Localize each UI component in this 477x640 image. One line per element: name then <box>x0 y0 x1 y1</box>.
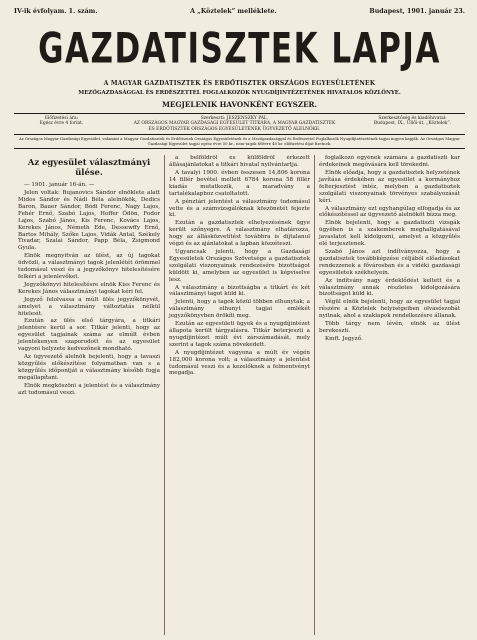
column-1 <box>14 155 164 635</box>
article-paragraph: foglalkozó egyének számára a gazdatiszti kar érdekeinek megóvására kell törekedni. <box>319 155 460 169</box>
issue-date: Budapest, 1901. január 23. <box>369 7 465 15</box>
article-paragraph: A pénztári jelentést a választmány tudomásul vette és a számvizsgálóknak köszönetét fejezte ki. <box>169 198 310 219</box>
article-paragraph: — 1901. január 16-án. — <box>24 182 95 189</box>
subtitle-1: A MAGYAR GAZDATISZTEK ÉS ERDŐTISZTEK ORSZÁGOS EGYESÜLETÉNEK <box>103 80 376 87</box>
article-paragraph: Kmft. Jegyző. <box>325 335 363 342</box>
article-paragraph: Ezután az ülés első tárgyára, a titkári jelentésre kerül a sor. Titkár jelenti, hogy az egyesület tagjainak száma az elmúlt évben jelentékenyen szaporodott és az egyesület vagyoni helyzete kedvezőnek mondható. <box>18 318 160 353</box>
office-address: Budapest, IX., Üllői-út, „Köztelek”. <box>373 121 452 127</box>
subscription-price: Egész évre 4 forint. <box>39 121 84 127</box>
editor-title-2: ÉS ERDŐTISZTEK ORSZÁGOS EGYESÜLETÉNEK ÜGYVEZETŐ ALELNÖKE. <box>148 126 321 132</box>
article-paragraph: Elnök bejelenti, hogy a gazdatiszti vizsgák ügyében is a szakemberek meghallgatásával javaslatot kell kidolgozni, amelyet a közgyűlés elé terjesztenek. <box>319 220 460 248</box>
office-label: Szerkesztőség és kiadóhivatal: <box>378 116 447 121</box>
subscription-info <box>14 116 109 132</box>
subtitle-3: MEGJELENIK HAVONKÉNT EGYSZER. <box>161 100 318 109</box>
article-paragraph: Jelen voltak: Bujanovics Sándor elnöklete alatt Midos Sándor és Nádi Béla alelnökök, Dedics Baron, Bauer Sándor, Bódi Ferenc, Nagy Lajos, Fehér Ernő, Szabó Lajos, Hoffer Ödön, Fodor Lajos, Szabó János, Kis Ferenc, Kovács Lajos, Kerekes János, Németh Ede, Dessewffy Ernő, Bartos Mihály, Szőke Lajos, Vidák Antal, Székely Tivadar, Szalai Sándor, Papp Béla, Zsigmond Gyula. <box>18 190 160 252</box>
info-bar <box>14 113 465 135</box>
membership-notice: Az Országos Magyar Gazdasági Egyesület, valamint a Magyar Gazdatisztek és Erdőtisztek Országos Egyesületének és a Mezőgazdasággal és Erdészettel Foglalkozók Nyugdíjintézetének tagjai ingyen kapják. Az Országos Magyar Gazdasági Egyesület tagjai egész évre 50 kr., nem-tagok félévre 40 kr. előfizetési díjat fizetnek. <box>14 135 465 149</box>
article-paragraph: Az indítvány nagy érdeklődést keltett és a választmány annak részletes kidolgozására bizottságot küld ki. <box>319 277 460 298</box>
column-3 <box>314 155 464 635</box>
article-paragraph: A nyugdíjintézet vagyona a múlt év végén 182,000 korona volt; a választmány a jelentést tudomásul veszi és a kezelőknek a felmentvényt megadja. <box>169 349 310 377</box>
article-paragraph: a belföldről és külföldről érkezett állásajánlatokat a titkári hivatal nyilvántartja. <box>169 155 310 169</box>
article-paragraph: Jegyzőkönyvi hitelesítésre elnök Kiss Ferenc és Kerekes János választmányi tagokat kéri fel. <box>18 281 160 295</box>
office-info <box>360 116 465 132</box>
article-paragraph: Elnök előadja, hogy a gazdatisztek helyzetének javítása érdekében az egyesület a kormányhoz felterjesztést intéz, melyben a gazdatisztek szolgálati viszonyainak törvényes szabályozását kéri. <box>319 170 460 204</box>
article-paragraph: Végül elnök bejelenti, hogy az egyesület tagjai részére a Köztelek helyiségeiben olvasószobát nyitnak, ahol a szaklapok rendelkezésre állanak. <box>319 299 460 320</box>
article-paragraph: Jelenti, hogy a tagok közül többen elhunytak; a választmány elhunyt tagjai emlékét jegyzőkönyvben örökíti meg. <box>169 299 310 320</box>
article-paragraph: Elnök megnyitván az ülést, az új tagokat üdvözli, a választmányi tagok jelenlétét örömmel tudomásul veszi és a jegyzőkönyv hitelesítésére felkéri a jelenlevőket. <box>18 253 160 280</box>
column-2 <box>164 155 314 635</box>
masthead: GAZDATISZTEK LAPJA <box>38 24 441 74</box>
year-issue: IV-ik évfolyam. 1. szám. <box>14 7 98 15</box>
article-paragraph: Több tárgy nem lévén, elnök az ülést berekeszti. <box>319 321 460 334</box>
article-paragraph: Szabó János azt indítványozza, hogy a gazdatisztek továbbképzése céljából előadásokat rendezzenek a fővárosban és a vidéki gazdasági egyesületek székhelyein. <box>319 249 460 276</box>
article-paragraph: Ugyancsak jelenti, hogy a Gazdasági Egyesületek Országos Szövetsége a gazdatisztek szolgálati viszonyainak rendezésére bizottságot küldött ki, amelyben az egyesület is képviselve lesz. <box>169 249 310 283</box>
newspaper-page <box>14 6 465 634</box>
subtitle-2: MEZŐGAZDASÁGGAL ÉS ERDÉSZETTEL FOGLALKOZÓK NYUGDÍJINTÉZETÉNEK HIVATALOS KÖZLÖNYE. <box>78 90 401 96</box>
editor-name: Szerkeszti: JESZENSZKY PÁL, <box>200 116 269 121</box>
editor-info <box>115 116 355 132</box>
article-title: Az egyesület választmányi ülése. <box>27 157 151 178</box>
article-paragraph: Ezután a gazdatisztek elhelyezésének ügye került szőnyegre. A választmány elhatározza, hogy az állásközvetítést továbbra is díjtalanul végzi és az ajánlatokat a lapban közzéteszi. <box>169 220 310 248</box>
article-paragraph: Ezután az egyesületi ügyek és a nyugdíjintézet állapota került tárgyalásra. Titkár beterjeszti a nyugdíjintézet múlt évi zárszámadását, mely szerint a tagok száma növekedett. <box>169 321 310 348</box>
article-paragraph: Jegyző felolvassa a múlt ülés jegyzőkönyvét, amelyet a választmány változtatás nélkül hitelesít. <box>18 296 160 317</box>
article-paragraph: A választmány a bizottságba a titkárt és két választmányi tagot küld ki. <box>169 284 310 298</box>
article-columns <box>14 155 465 635</box>
article-paragraph: Az ügyvezető alelnök bejelenti, hogy a tavaszi közgyűlés előkészítése folyamatban van s a közgyűlés időpontját a választmány később fogja megállapítani. <box>18 353 160 381</box>
article-paragraph: Elnök megköszöni a jelentést és a választmány azt tudomásul veszi. <box>18 382 160 396</box>
top-line <box>14 6 465 16</box>
supplement-label: A „Köztelek” melléklete. <box>190 7 277 15</box>
article-paragraph: A választmány ezt egyhangúlag elfogadja és az előkészítéssel az ügyvezető alelnököt bízza meg. <box>319 205 460 219</box>
editor-title-1: AZ ORSZÁGOS MAGYAR GAZDASÁGI EGYESÜLET TITKÁRA, A MAGYAR GAZDATISZTEK <box>133 121 336 127</box>
subscription-label: Előfizetési ára: <box>44 116 79 121</box>
article-paragraph: A tavalyi 1900. évben összesen 14,806 korona 14 fillér bevétel mellett 6784 korona 58 fillér kiadás mutatkozik, a maradvány a tartalékalaphoz csatoltatott. <box>169 170 310 197</box>
